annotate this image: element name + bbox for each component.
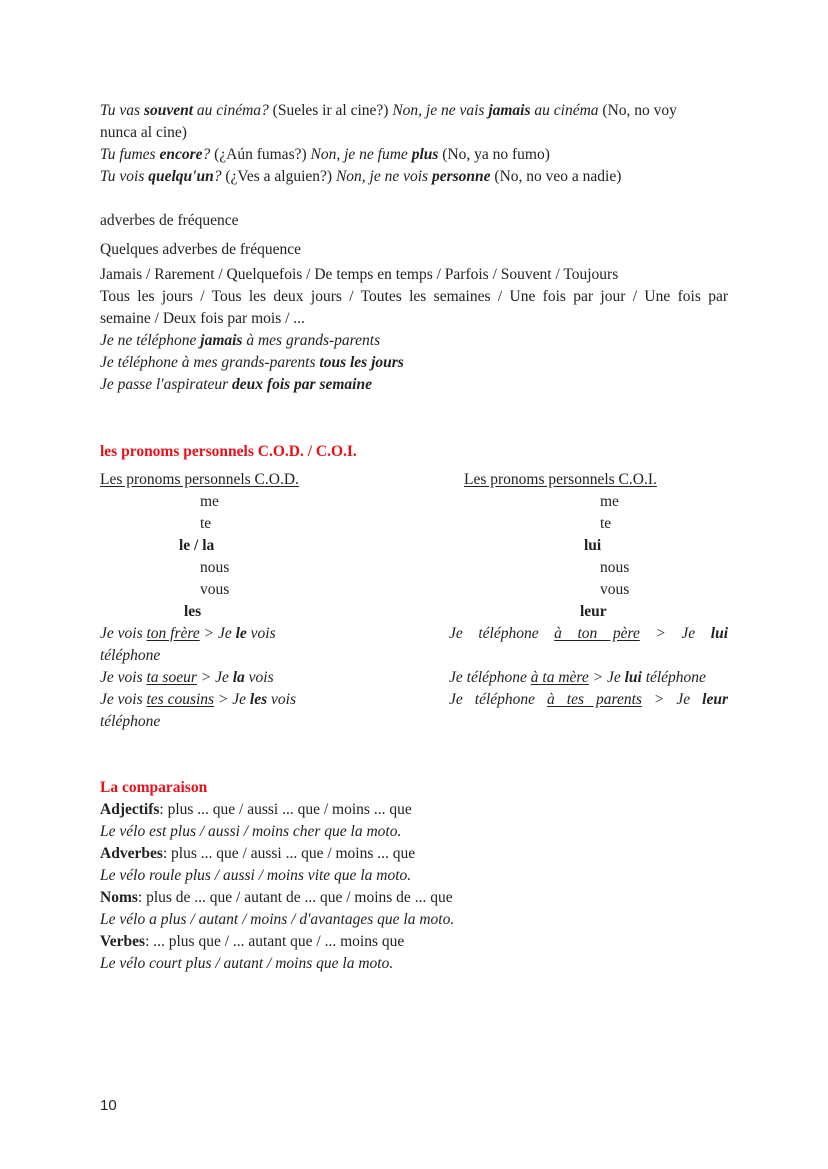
coi-title: Les pronoms personnels C.O.I. bbox=[464, 471, 657, 488]
comparaison-example: Le vélo roule plus / aussi / moins vite que la moto. bbox=[100, 867, 412, 884]
comparaison-rule: Verbes: ... plus que / ... autant que / ... moins que bbox=[100, 933, 405, 950]
cod-pronoun: les bbox=[184, 603, 202, 620]
coi-pronoun: vous bbox=[600, 581, 630, 598]
comparaison-example: Le vélo court plus / autant / moins que la moto. bbox=[100, 955, 394, 972]
cod-example: Je vois ta soeur > Je la vois bbox=[100, 669, 274, 686]
adverbes-list-1: Jamais / Rarement / Quelquefois / De temps en temps / Parfois / Souvent / Toujours bbox=[100, 266, 619, 283]
page-number: 10 bbox=[100, 1097, 117, 1114]
cod-example-cont: téléphone bbox=[100, 713, 161, 730]
coi-example: Je téléphone à ta mère > Je lui téléphone bbox=[449, 669, 706, 686]
comparaison-heading: La comparaison bbox=[100, 779, 208, 796]
comparaison-example: Le vélo est plus / aussi / moins cher que la moto. bbox=[100, 823, 402, 840]
comparaison-rule: Adverbes: plus ... que / aussi ... que / moins ... que bbox=[100, 845, 416, 862]
cod-pronoun: nous bbox=[200, 559, 230, 576]
pronoms-heading: les pronoms personnels C.O.D. / C.O.I. bbox=[100, 443, 357, 460]
adverbe-example: Je passe l'aspirateur deux fois par semaine bbox=[100, 376, 372, 393]
adverbes-list-2: Tous les jours / Tous les deux jours / Toutes les semaines / Une fois par jour / Une fois par bbox=[100, 288, 728, 305]
coi-pronoun: lui bbox=[584, 537, 602, 554]
adverbe-example: Je téléphone à mes grands-parents tous les jours bbox=[100, 354, 404, 371]
adverbe-example: Je ne téléphone jamais à mes grands-parents bbox=[100, 332, 381, 349]
adverbes-list-2-cont: semaine / Deux fois par mois / ... bbox=[100, 310, 305, 327]
cod-example: Je vois tes cousins > Je les vois bbox=[100, 691, 296, 708]
cod-example: Je vois ton frère > Je le vois bbox=[100, 625, 276, 642]
coi-example: Je téléphone à tes parents > Je leur bbox=[449, 691, 728, 708]
adverbes-subheading: Quelques adverbes de fréquence bbox=[100, 241, 301, 258]
negation-example-2: Tu fumes encore? (¿Aún fumas?) Non, je ne fume plus (No, ya no fumo) bbox=[100, 146, 550, 163]
coi-example: Je téléphone à ton père > Je lui bbox=[449, 625, 728, 642]
cod-example-cont: téléphone bbox=[100, 647, 161, 664]
negation-example-3: Tu vois quelqu'un? (¿Ves a alguien?) Non, je ne vois personne (No, no veo a nadie) bbox=[100, 168, 622, 185]
comparaison-example: Le vélo a plus / autant / moins / d'avantages que la moto. bbox=[100, 911, 455, 928]
coi-pronoun: leur bbox=[580, 603, 607, 620]
negation-example-1-cont: nunca al cine) bbox=[100, 124, 187, 141]
cod-pronoun: te bbox=[200, 515, 212, 532]
negation-example-1: Tu vas souvent au cinéma? (Sueles ir al cine?) Non, je ne vais jamais au cinéma (No, no voy bbox=[100, 102, 677, 119]
cod-title: Les pronoms personnels C.O.D. bbox=[100, 471, 299, 488]
cod-pronoun: le / la bbox=[179, 537, 215, 554]
coi-pronoun: nous bbox=[600, 559, 630, 576]
cod-pronoun: vous bbox=[200, 581, 230, 598]
comparaison-rule: Adjectifs: plus ... que / aussi ... que / moins ... que bbox=[100, 801, 412, 818]
coi-pronoun: te bbox=[600, 515, 612, 532]
cod-pronoun: me bbox=[200, 493, 219, 510]
coi-pronoun: me bbox=[600, 493, 619, 510]
adverbes-heading: adverbes de fréquence bbox=[100, 212, 239, 229]
comparaison-rule: Noms: plus de ... que / autant de ... que / moins de ... que bbox=[100, 889, 453, 906]
